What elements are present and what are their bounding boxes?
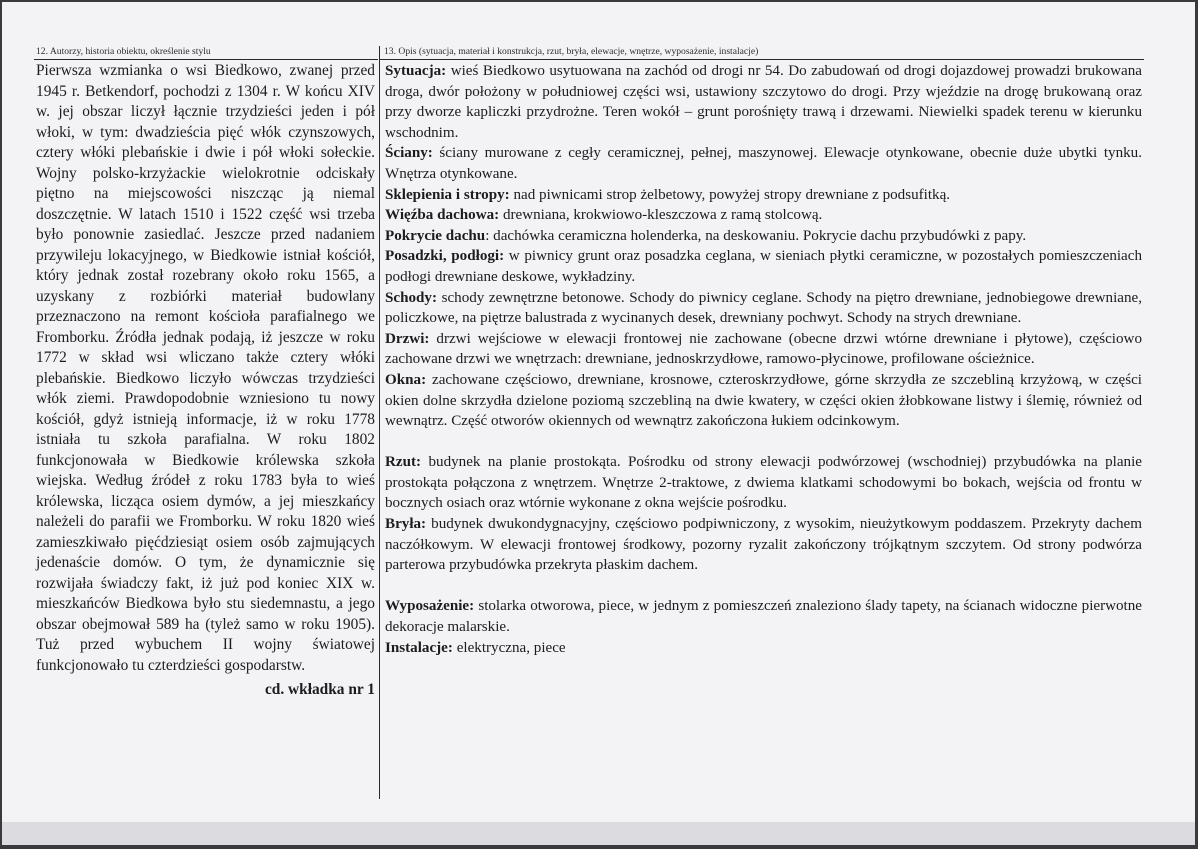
scan-bottom-shadow (2, 822, 1195, 845)
description-sections (380, 60, 1144, 658)
section-wiezba-dachowa (385, 205, 1142, 226)
section-text: schody zewnętrzne betonowe. Schody do piwnicy ceglane. Schody na piętro drewniane, jednobiegowe drewniane, policzkowe, na piętrze balustrada z wycinanych desek, drewniany pochwyt. Schody na strych drewniane. (385, 289, 1142, 327)
section-wyposazenie (385, 596, 1142, 637)
section-text: wieś Biedkowo usytuowana na zachód od drogi nr 54. Do zabudowań od drogi dojazdowej prowadzi brukowana droga, dwór położony w południowej części wsi, ustawiony szczytowo do drogi. Przy wjeździe na drogę brukowaną oraz przy dworze kapliczki przydrożne. Teren wokół – grunt porośnięty trawą i drzewami. Niewielki spadek terenu w kierunku wschodnim. (385, 63, 1142, 141)
section-text: elektryczna, piece (452, 639, 566, 656)
section-label: Okna: (385, 371, 427, 388)
section-label: Pokrycie dachu (385, 227, 486, 244)
section-sklepienia-i-stropy (385, 185, 1142, 206)
section-schody (385, 288, 1142, 329)
description-column (380, 46, 1144, 658)
section-label: Ściany: (385, 145, 433, 162)
section-sciany (385, 143, 1142, 184)
section-drzwi (385, 329, 1142, 370)
section-text: zachowane częściowo, drewniane, krosnowe, czteroskrzydłowe, górne skrzydła ze szczebliną krzyżową, w części okien dolne skrzydła dzielone poziomą szczebliną na dwie kwatery, w części okien żłobkowane listwy i ślemię, również od wewnątrz. Część otworów okiennych od wewnątrz zakończona łukiem odcinkowym. (385, 371, 1142, 430)
section-text: ściany murowane z cegły ceramicznej, pełnej, maszynowej. Elewacje otynkowane, obecnie duże ubytki tynku. Wnętrza otynkowane. (385, 145, 1142, 182)
section-label: Rzut: (385, 454, 422, 471)
section-text: : dachówka ceramiczna holenderka, na deskowaniu. Pokrycie dachu przybudówki z papy. (485, 227, 1027, 244)
scanned-page (2, 2, 1195, 845)
section-posadzki-podlogi (385, 246, 1142, 287)
section-text: nad piwnicami strop żelbetowy, powyżej stropy drewniane z podsufitką. (509, 186, 951, 203)
history-text: Pierwsza wzmianka o wsi Biedkowo, zwanej przed 1945 r. Betkendorf, pochodzi z 1304 r. W końcu XIV w. jej obszar liczył łącznie trzydzieści jeden i pół włoki, w tym: dwadzieścia pięć włók czynszowych, cztery włóki plebańskie i dwie i pół włoki sołeckie. Wojny polsko-krzyżackie wielokrotnie odciskały piętno na miejscowości niszcząc ją niemal doszczętnie. W latach 1510 i 1522 część wsi trzeba było ponownie zasiedlać. Jeszcze przed nadaniem przywileju lokacyjnego, w Biedkowie istniał kościół, który jednak został rozebrany około roku 1565, a uzyskany z rozbiórki materiał budowlany przeznaczono na remont kościoła parafialnego we Fromborku. Źródła jednak podają, iż jeszcze w roku 1772 w skład wsi wliczano także cztery włóki plebańskie. Biedkowo liczyło wówczas trzydzieści włók ziemi. Prawdopodobnie wzniesiono tu nowy kościół, gdyż istnieją informacje, iż w roku 1778 istniała tu szkoła parafialna. W roku 1802 funkcjonowała w Biedkowie królewska szkoła wiejska. Według źródeł z roku 1783 była to wieś królewska, licząca osiem dymów, a jej mieszkańcy należeli do parafii we Fromborku. W roku 1820 wieś zamieszkiwało pięćdziesiąt osiem osób zajmujących jedenaście domów. O tym, że dynamicznie się rozwijała świadczy fakt, iż już pod koniec XIX w. mieszkańców Biedkowa było stu siedemnastu, a jego obszar obejmował 589 ha (tyleż samo w roku 1905). Tuż przed wybuchem II wojny światowej funkcjonowało tu czterdzieści gospodarstw. (36, 62, 375, 674)
section-bryla (385, 514, 1142, 576)
history-column-header: 12. Autorzy, historia obiektu, określenie stylu (34, 46, 378, 60)
paragraph-gap (385, 576, 1142, 597)
section-label: Schody: (385, 289, 438, 306)
paragraph-gap (385, 432, 1142, 453)
section-instalacje (385, 638, 1142, 659)
section-text: drzwi wejściowe w elewacji frontowej nie zachowane (obecne drzwi wtórne drewniane i płytowe), częściowo zachowane drzwi we wnętrzach: drewniane, jednoskrzydłowe, ramowo-płycinowe, profilowane ościeżnice. (385, 330, 1142, 368)
section-label: Drzwi: (385, 330, 430, 347)
section-text: budynek dwukondygnacyjny, częściowo podpiwniczony, z wysokim, nieużytkowym poddaszem. Przekryty dachem naczółkowym. W elewacji frontowej środkowy, pozorny ryzalit zakończony trójkątnym szczytem. Od strony podwórza parterowa przybudówka przekryta płaskim dachem. (385, 516, 1142, 574)
section-label: Instalacje: (385, 639, 453, 656)
section-okna (385, 370, 1142, 432)
section-label: Wyposażenie: (385, 598, 475, 615)
continuation-note: cd. wkładka nr 1 (264, 681, 375, 698)
section-text: budynek na planie prostokąta. Pośrodku od strony elewacji podwórzowej (wschodniej) przybudówka na planie prostokąta połączona z wnętrzem. Wnętrze 2-traktowe, z dwiema klatkami schodowymi bo bokach, wejścia od frontu w bocznych osiach oraz wtórnie wykonane z okna wejście pośrodku. (385, 454, 1142, 512)
history-column (34, 46, 378, 701)
section-text: stolarka otworowa, piece, w jednym z pomieszczeń znaleziono ślady tapety, na ścianach widoczne pierwotne dekoracje malarskie. (385, 598, 1142, 636)
section-pokrycie-dachu (385, 226, 1142, 247)
description-column-header: 13. Opis (sytuacja, materiał i konstrukcja, rzut, bryła, elewacje, wnętrze, wyposażenie, instalacje) (380, 46, 1144, 60)
section-sytuacja (385, 61, 1142, 143)
section-label: Więźba dachowa: (385, 207, 500, 224)
section-text: drewniana, krokwiowo-kleszczowa z ramą stolcową. (499, 207, 823, 224)
section-label: Sklepienia i stropy: (385, 186, 510, 203)
section-label: Sytuacja: (385, 63, 447, 79)
section-label: Bryła: (385, 516, 427, 533)
section-text: w piwnicy grunt oraz posadzka ceglana, w sieniach płytki ceramiczne, w pozostałych pomieszczeniach podłogi drewniane deskowe, wykładziny. (385, 248, 1143, 285)
section-rzut (385, 452, 1142, 514)
section-label: Posadzki, podłogi: (385, 248, 505, 265)
